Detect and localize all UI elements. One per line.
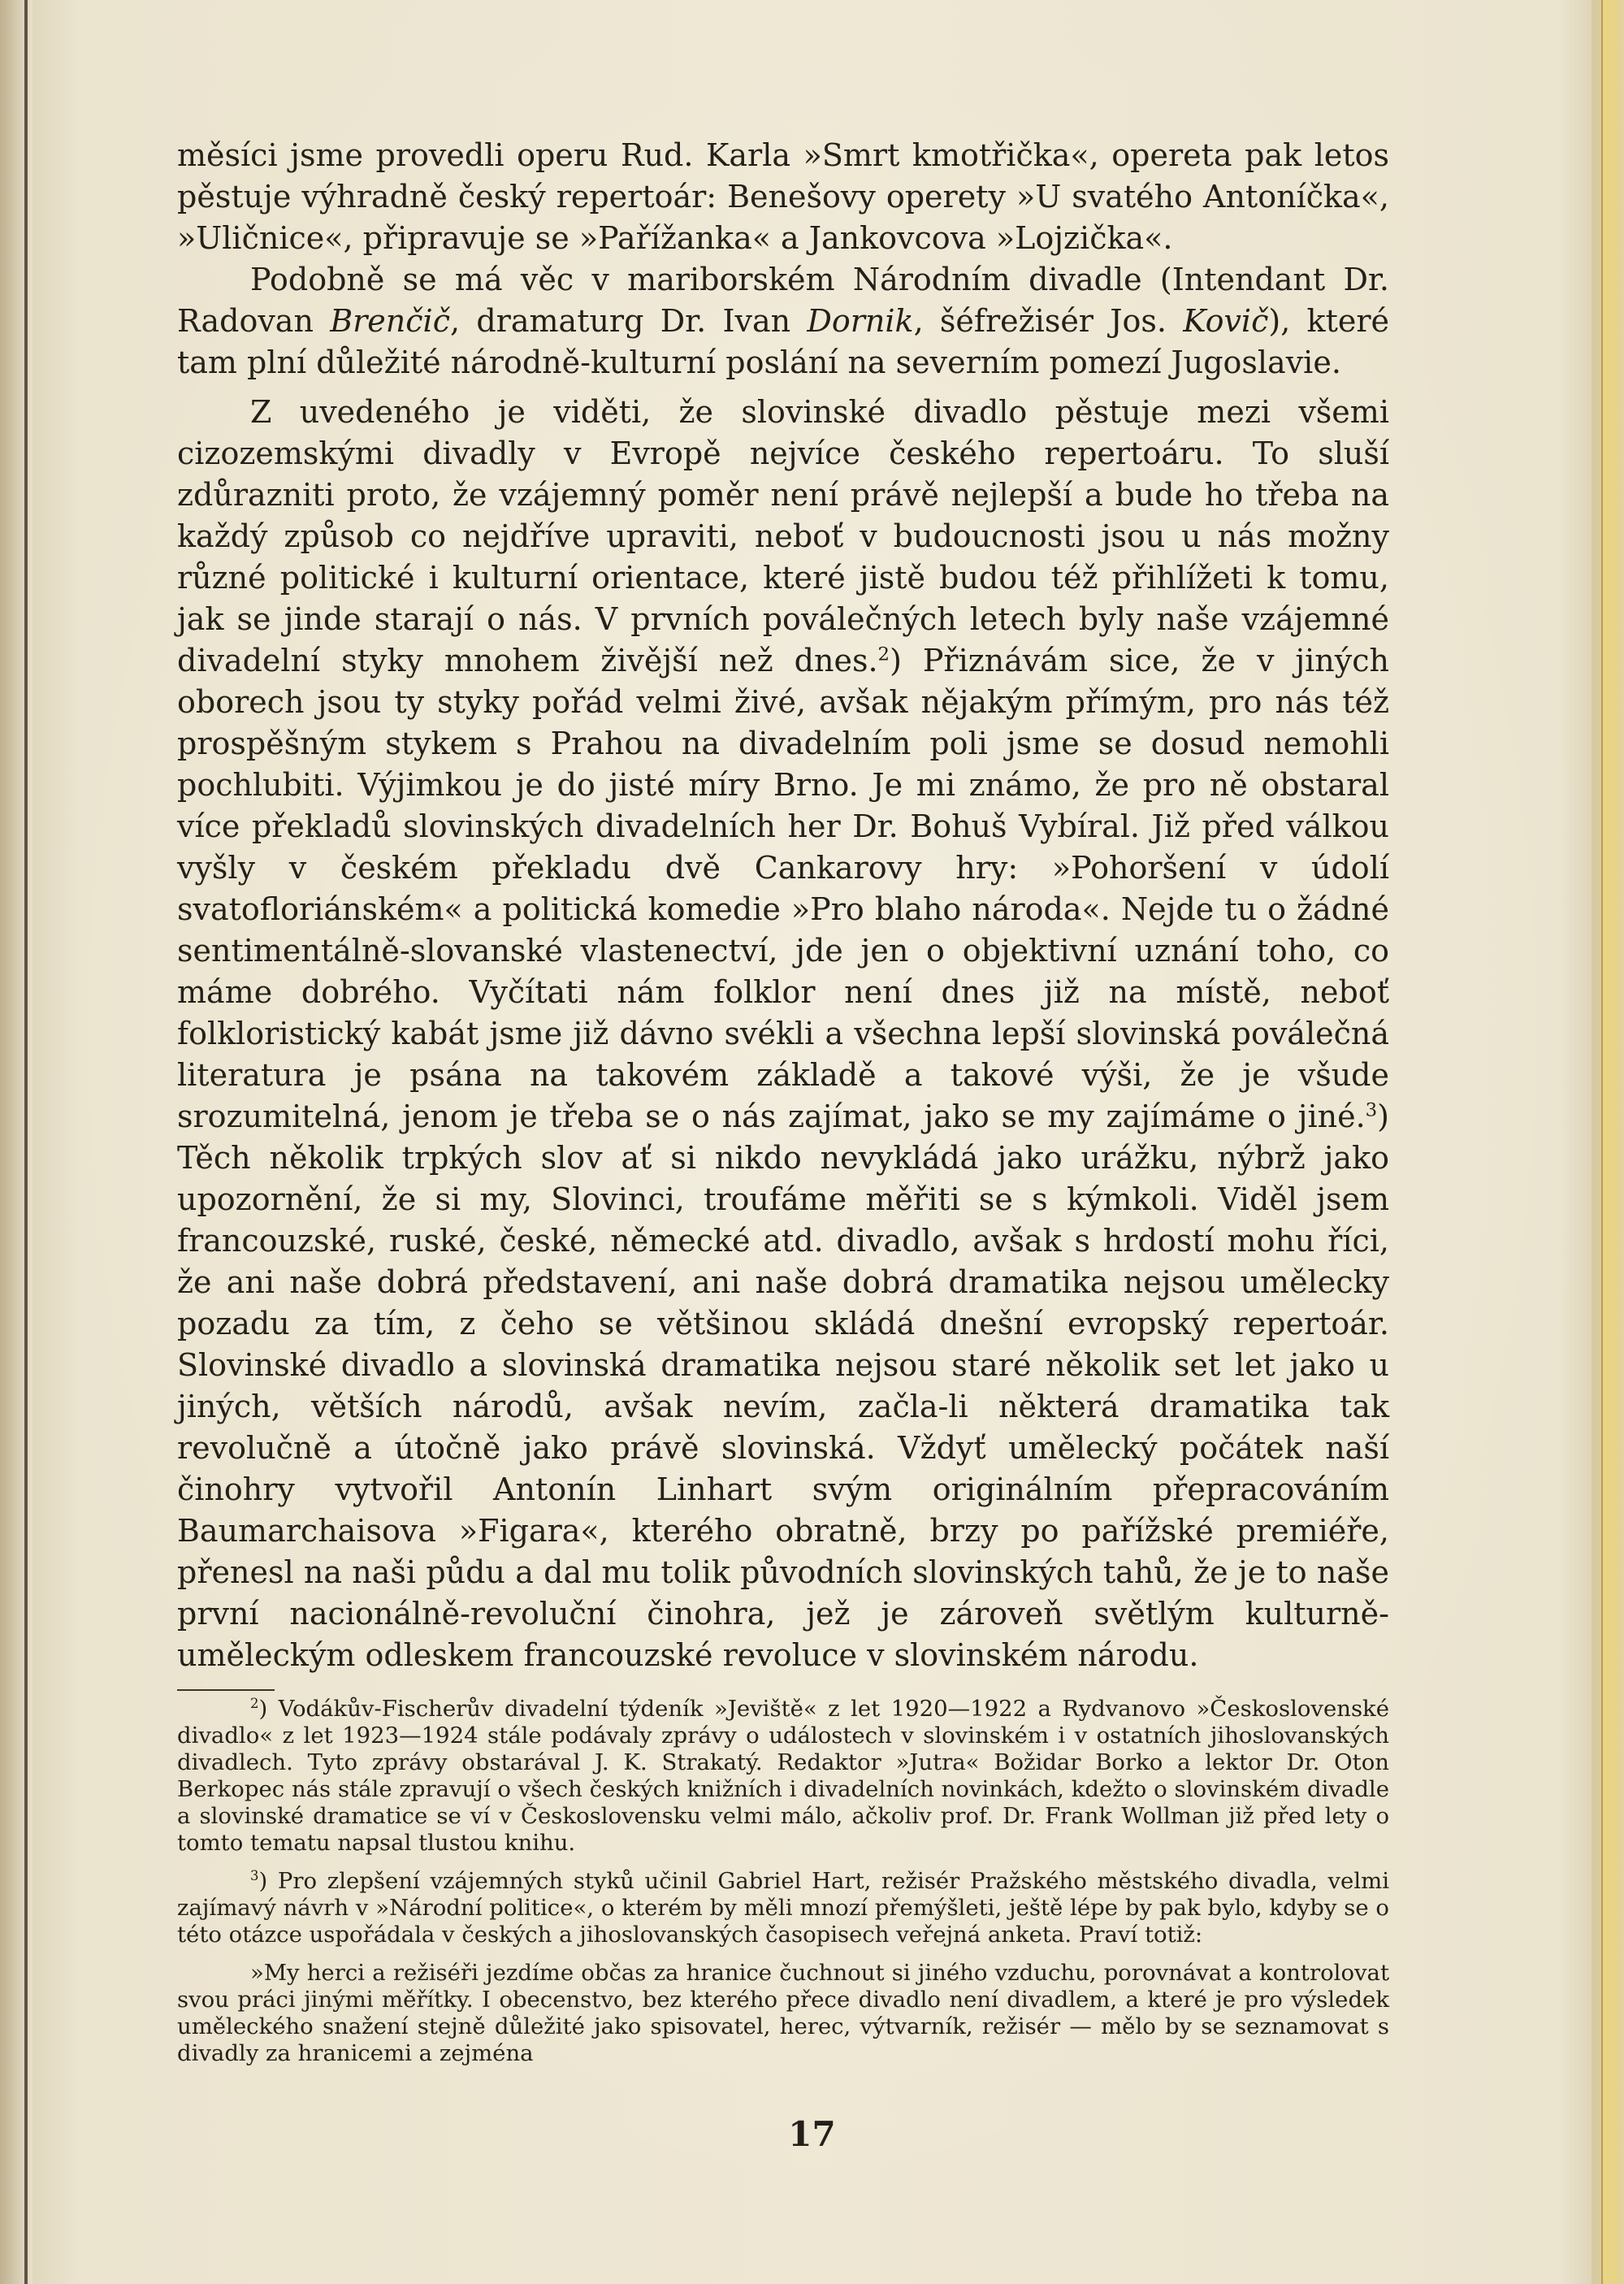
text-run: měsíci jsme provedli operu Rud. Karla »Smrt kmotřička«, opereta pak letos pěstuje výhradně český repertoár: Benešovy operety »U svatého Antoníčka«, »Uličnice«, připravuje se »Pařížanka« a Jankovcova »Lojzička«. — [177, 137, 1389, 256]
paragraph — [177, 259, 1389, 384]
footnote — [177, 1696, 1389, 1857]
text-run: ) Přiznávám sice, že v jiných oborech jsou ty styky pořád velmi živé, avšak nějakým přímým, pro nás též prospěšným stykem s Prahou na divadelním poli jsme se dosud nemohli pochlubiti. Výjimkou je do jisté míry Brno. Je mi známo, že pro ně obstaral více překladů slovinských divadelních her Dr. Bohuš Vybíral. Již před válkou vyšly v českém překladu dvě Cankarovy hry: »Pohoršení v údolí svatofloriánském« a politická komedie »Pro blaho národa«. Nejde tu o žádné sentimentálně-slovanské vlastenectví, jde jen o objektivní uznání toho, co máme dobrého. Vyčítati nám folklor není dnes již na místě, neboť folkloristický kabát jsme již dávno svékli a všechna lepší slovinská poválečná literatura je psána na takovém základě a takové výši, že je všude srozumitelná, jenom je třeba se o nás zajímat, jako se my zajímáme o jiné. — [177, 643, 1390, 1134]
footnote-ref: 2 — [877, 644, 890, 665]
text-run: Z uvedeného je viděti, že slovinské divadlo pěstuje mezi všemi cizozemskými divadly v Evropě nejvíce českého repertoáru. To sluší zdůrazniti proto, že vzájemný poměr není právě nejlepší a bude ho třeba na každý způsob co nejdříve upraviti, neboť v budoucnosti jsou u nás možny různé politické i kulturní orientace, které jistě budou též přihlížeti k tomu, jak se jinde starají o nás. V prvních poválečných letech byly naše vzájemné divadelní styky mnohem živější než dnes. — [177, 394, 1389, 678]
footnote — [177, 1868, 1389, 1948]
footnote-separator — [177, 1689, 275, 1691]
text-run: »My herci a režiséři jezdíme občas za hranice čuchnout si jiného vzduchu, porovnávat a kontrolovat svou práci jinými měřítky. I obecenstvo, bez kterého přece divadlo není divadlem, a které je pro výsledek uměleckého snažení stejně důležité jako spisovatel, herec, výtvarník, režisér — mělo by se seznamovat s divadly za hranicemi a zejména — [177, 1960, 1389, 2066]
footnote-ref: 3 — [250, 1867, 259, 1883]
page-spine-shadow — [0, 0, 32, 2284]
footnote-ref: 2 — [250, 1695, 259, 1711]
text-run: ) Pro zlepšení vzájemných styků učinil Gabriel Hart, režisér Pražského městského divadla, velmi zajímavý návrh v »Národní politice«, o kterém by měli mnozí přemýšleti, ještě lépe by pak bylo, kdyby se o této otázce uspořádala v českých a jihoslovanských časopisech veřejná anketa. Praví totiž: — [177, 1868, 1389, 1948]
italic-name: Kovič — [1183, 303, 1269, 339]
paragraph — [177, 135, 1389, 259]
scan-edge-strip — [1601, 0, 1618, 2284]
italic-name: Dornik — [807, 303, 914, 339]
paragraph — [177, 392, 1389, 1676]
binding-edge — [24, 0, 28, 2284]
text-run: , šéfrežisér Jos. — [913, 303, 1184, 339]
page-number: 17 — [788, 2114, 836, 2154]
footnote-quote — [177, 1960, 1389, 2067]
page-text-block — [177, 135, 1389, 2067]
text-run: , dramaturg Dr. Ivan — [450, 303, 808, 339]
italic-name: Brenčič — [330, 303, 450, 339]
text-run: ), které tam plní důležité národně-kulturní poslání na severním pomezí Jugoslavie. — [177, 303, 1389, 380]
text-run: ) Vodákův-Fischerův divadelní týdeník »Jeviště« z let 1920—1922 a Rydvanovo »Československé divadlo« z let 1923—1924 stále podávaly zprávy o událostech v slovinském i v ostatních jihoslovanských divadlech. Tyto zprávy obstarával J. K. Strakatý. Redaktor »Jutra« Božidar Borko a lektor Dr. Oton Berkopec nás stále zpravují o všech českých knižních i divadelních novinkách, kdežto o slovinském divadle a slovinské dramatice se ví v Československu velmi málo, ačkoliv prof. Dr. Frank Wollman již před lety o tomto tematu napsal tlustou knihu. — [177, 1696, 1389, 1856]
text-run: ) Těch několik trpkých slov ať si nikdo nevykládá jako urážku, nýbrž jako upozornění, že si my, Slovinci, troufáme měřiti se s kýmkoli. Viděl jsem francouzské, ruské, české, německé atd. divadlo, avšak s hrdostí mohu říci, že ani naše dobrá představení, ani naše dobrá dramatika nejsou umělecky pozadu za tím, z čeho se většinou skládá dnešní evropský repertoár. Slovinské divadlo a slovinská dramatika nejsou staré několik set let jako u jiných, větších národů, avšak nevím, začla-li některá dramatika tak revolučně a útočně jako právě slovinská. Vždyť umělecký počátek naší činohry vytvořil Antonín Linhart svým originálním přepracováním Baumarchaisova »Figara«, kterého obratně, brzy po pařížské premiéře, přenesl na naši půdu a dal mu tolik původních slovinských tahů, že je to naše první nacionálně-revoluční činohra, jež je zároveň světlým kulturně-uměleckým odleskem francouzské revoluce v slovinském národu. — [177, 1099, 1389, 1673]
text-run: Podobně se má věc v mariborském Národním divadle (Intendant Dr. Radovan — [177, 262, 1389, 339]
footnote-ref: 3 — [1365, 1099, 1378, 1121]
